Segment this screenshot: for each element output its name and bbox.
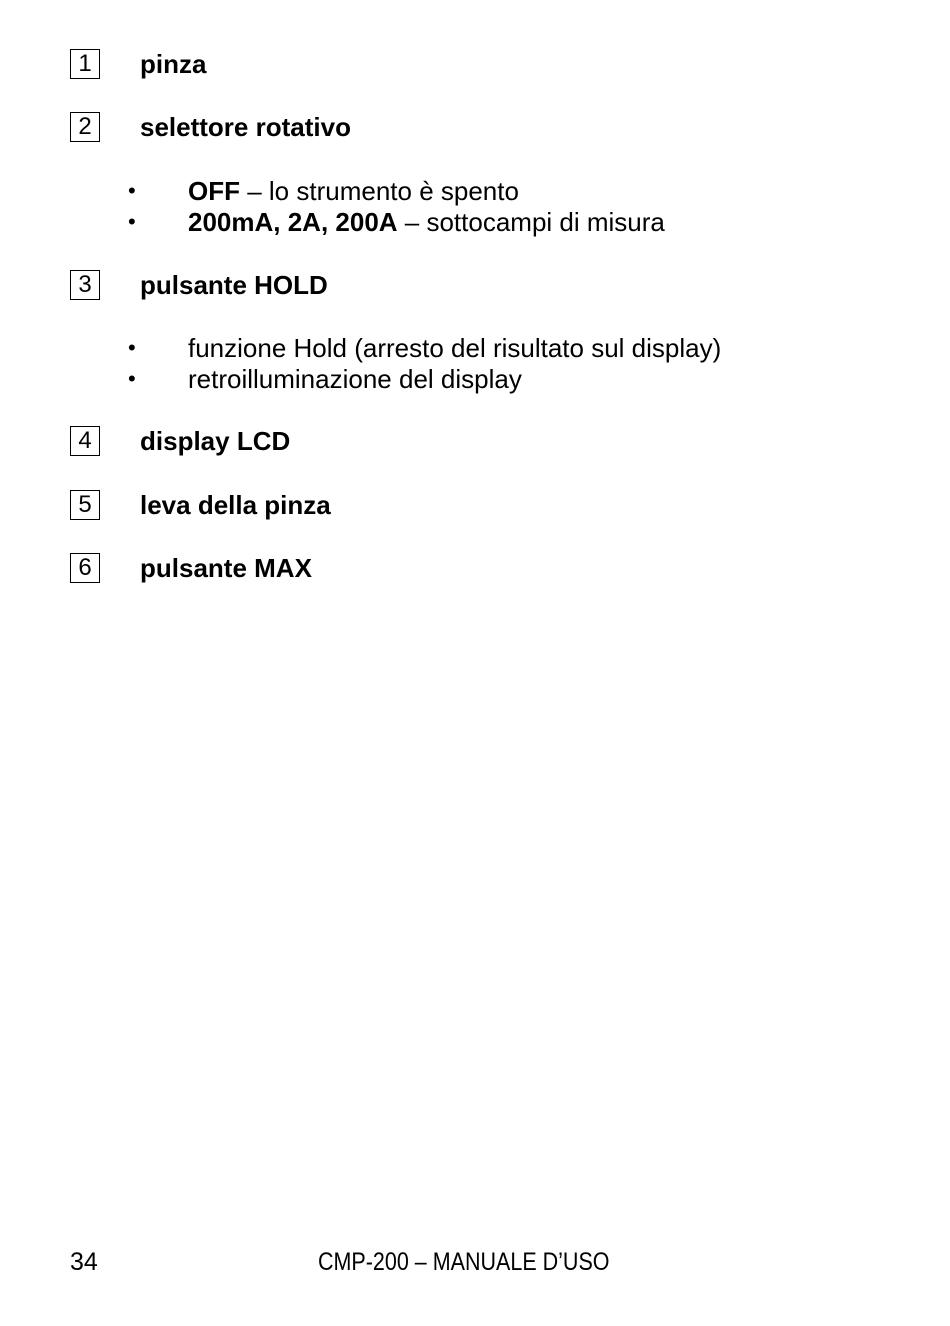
list-item [128, 175, 519, 206]
bullet-text [188, 207, 665, 238]
bullet-bold-text: 200mA, 2A, 200A [188, 206, 398, 237]
bullet-plain-text: – sottocampi di misura [397, 206, 665, 237]
bullet-icon: • [128, 178, 136, 203]
list-item [128, 332, 722, 363]
bullet-icon: • [128, 335, 136, 360]
bullet-text: retroilluminazione del display [188, 363, 522, 394]
item-number-box: 4 [70, 426, 100, 456]
bullet-text: funzione Hold (arresto del risultato sul display) [188, 332, 722, 363]
bullet-text [188, 176, 519, 207]
item-number-box: 3 [70, 270, 100, 300]
bullet-icon: • [128, 209, 136, 234]
item-1 [70, 48, 100, 80]
item-title: pulsante MAX [140, 553, 312, 583]
list-item [128, 363, 522, 394]
item-title: pinza [140, 49, 207, 79]
list-item [128, 206, 665, 237]
footer-title: CMP-200 – MANUALE D’USO [318, 1248, 610, 1276]
item-5 [70, 489, 100, 521]
item-3 [70, 269, 100, 301]
item-number-box: 2 [70, 112, 100, 142]
item-title: selettore rotativo [140, 112, 351, 142]
item-6 [70, 552, 100, 584]
item-number-box: 5 [70, 490, 100, 520]
item-4 [70, 425, 100, 457]
bullet-plain-text: – lo strumento è spento [240, 175, 519, 206]
item-number-box: 6 [70, 553, 100, 583]
item-title: display LCD [140, 426, 291, 456]
bullet-bold-text: OFF [188, 175, 240, 206]
bullet-icon: • [128, 366, 136, 391]
item-number-box: 1 [70, 49, 100, 79]
item-title: pulsante HOLD [140, 270, 328, 300]
page-number: 34 [70, 1248, 98, 1276]
item-title: leva della pinza [140, 490, 331, 520]
item-2 [70, 111, 100, 143]
